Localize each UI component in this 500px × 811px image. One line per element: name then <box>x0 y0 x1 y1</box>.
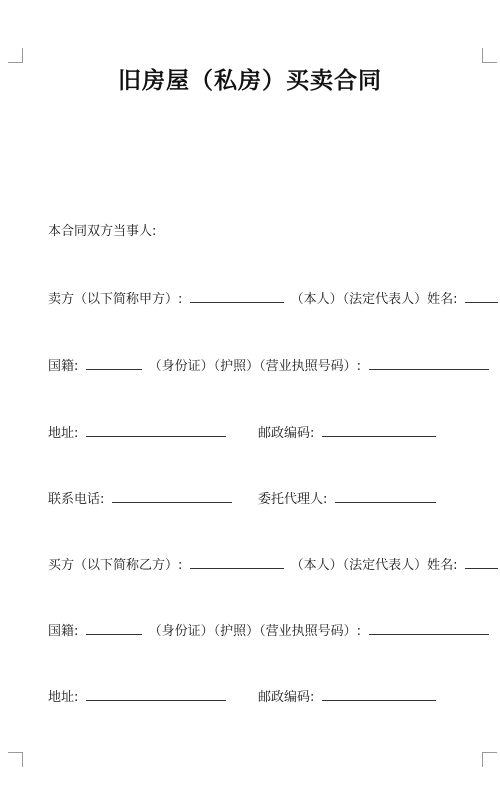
seller-agent-label: 委托代理人: <box>258 492 328 507</box>
seller-id-types-label: （身份证）（护照）（营业执照号码）: <box>148 359 362 374</box>
seller-address-label: 地址: <box>48 426 79 441</box>
document-title: 旧房屋（私房）买卖合同 <box>118 68 382 94</box>
seller-address-blank[interactable] <box>86 424 226 437</box>
buyer-person-label: （本人）（法定代表人）姓名: <box>290 558 458 573</box>
buyer-postcode-label: 邮政编码: <box>258 690 315 705</box>
seller-nationality-label: 国籍: <box>48 359 79 374</box>
page-corner-mark <box>8 48 23 63</box>
buyer-nationality-line <box>48 622 489 641</box>
seller-phone-label: 联系电话: <box>48 492 105 507</box>
page-corner-mark <box>482 48 497 63</box>
seller-name-blank[interactable] <box>190 290 284 303</box>
seller-postcode-label: 邮政编码: <box>258 426 315 441</box>
buyer-postcode-line <box>258 688 436 707</box>
seller-id-blank[interactable] <box>369 357 489 370</box>
page-corner-mark <box>8 752 23 767</box>
seller-agent-line <box>258 490 436 509</box>
page-corner-mark <box>482 752 497 767</box>
seller-nationality-blank[interactable] <box>86 357 142 370</box>
seller-phone-line <box>48 490 232 509</box>
buyer-id-types-label: （身份证）（护照）（营业执照号码）: <box>148 624 362 639</box>
seller-nationality-line <box>48 357 489 376</box>
buyer-person-blank[interactable] <box>465 556 498 569</box>
buyer-id-blank[interactable] <box>369 622 489 635</box>
seller-postcode-blank[interactable] <box>322 424 436 437</box>
seller-person-blank[interactable] <box>465 290 498 303</box>
buyer-line <box>48 556 498 575</box>
buyer-label: 买方（以下简称乙方）: <box>48 558 183 573</box>
seller-phone-blank[interactable] <box>112 490 232 503</box>
seller-address-line <box>48 424 226 443</box>
buyer-nationality-label: 国籍: <box>48 624 79 639</box>
buyer-name-blank[interactable] <box>190 556 284 569</box>
buyer-postcode-blank[interactable] <box>322 688 436 701</box>
seller-postcode-line <box>258 424 436 443</box>
seller-label: 卖方（以下简称甲方）: <box>48 292 183 307</box>
intro-line: 本合同双方当事人: <box>48 224 157 239</box>
seller-agent-blank[interactable] <box>335 490 436 503</box>
seller-line <box>48 290 498 309</box>
buyer-address-line <box>48 688 226 707</box>
buyer-nationality-blank[interactable] <box>86 622 142 635</box>
buyer-address-blank[interactable] <box>86 688 226 701</box>
buyer-address-label: 地址: <box>48 690 79 705</box>
seller-person-label: （本人）（法定代表人）姓名: <box>290 292 458 307</box>
